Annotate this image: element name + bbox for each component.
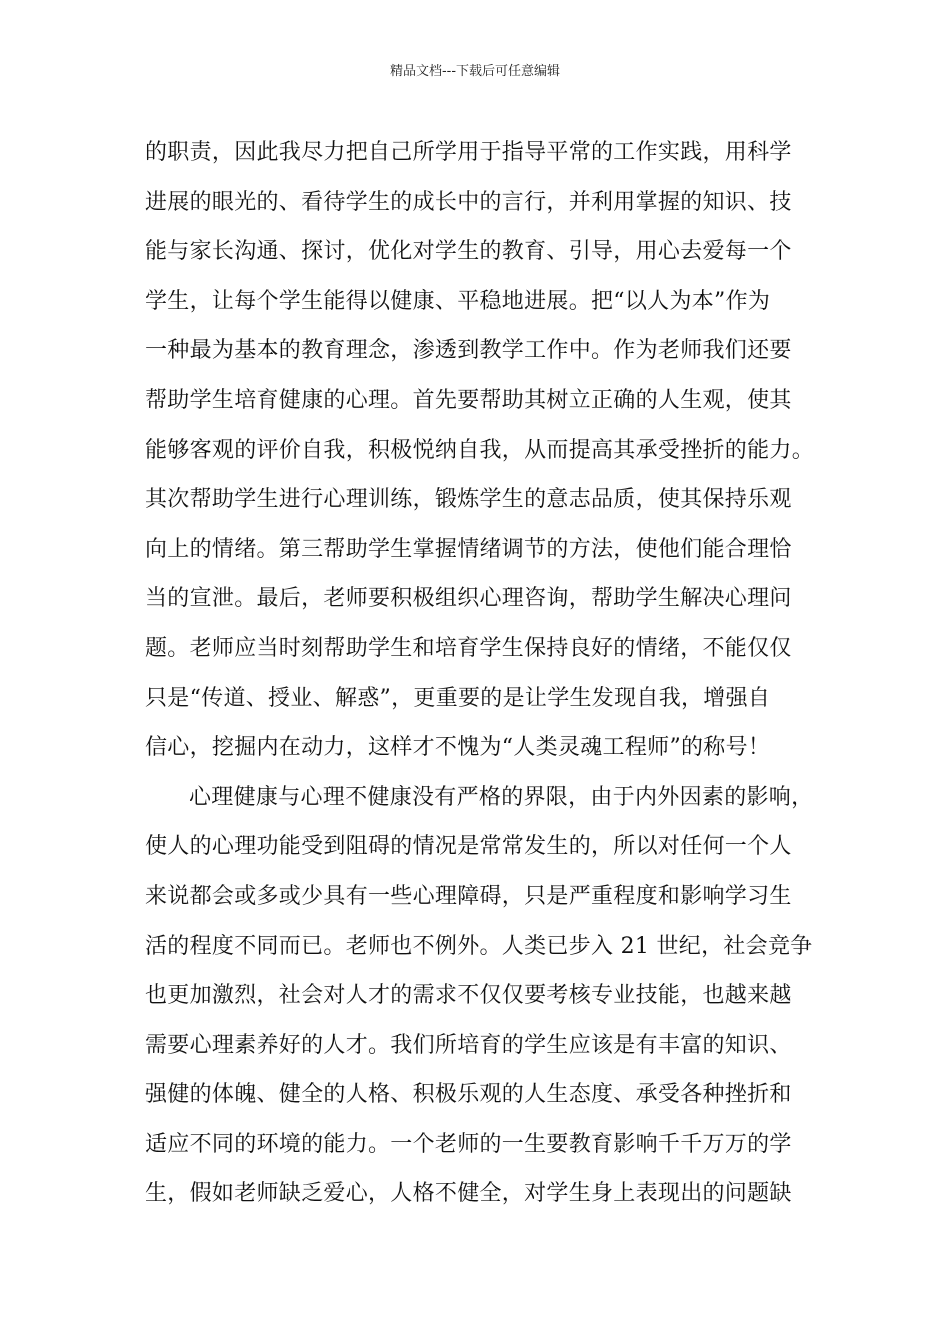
paragraph-line: 进展的眼光的、看待学生的成长中的言行，并利用掌握的知识、技 xyxy=(145,189,792,215)
paragraph-line: 适应不同的环境的能力。一个老师的一生要教育影响千千万万的学 xyxy=(145,1131,792,1157)
paragraph-line: 只是“传道、授业、解惑”，更重要的是让学生发现自我，增强自 xyxy=(145,685,771,711)
paragraph-line: 使人的心理功能受到阻碍的情况是常常发生的，所以对任何一个人 xyxy=(145,834,792,860)
paragraph-line: 其次帮助学生进行心理训练，锻炼学生的意志品质，使其保持乐观 xyxy=(145,487,792,513)
paragraph-line: 向上的情绪。第三帮助学生掌握情绪调节的方法，使他们能合理恰 xyxy=(145,536,792,562)
paragraph-line: 当的宣泄。最后，老师要积极组织心理咨询，帮助学生解决心理问 xyxy=(145,586,792,612)
paragraph-line: 能与家长沟通、探讨，优化对学生的教育、引导，用心去爱每一个 xyxy=(145,239,792,265)
paragraph-line: 能够客观的评价自我，积极悦纳自我，从而提高其承受挫折的能力。 xyxy=(145,437,815,463)
page-header: 精品文档---下载后可任意编辑 xyxy=(389,64,561,79)
paragraph-line: 心理健康与心理不健康没有严格的界限，由于内外因素的影响， xyxy=(189,784,814,810)
paragraph-line: 也更加激烈，社会对人才的需求不仅仅要考核专业技能，也越来越 xyxy=(145,983,792,1009)
paragraph-line: 一种最为基本的教育理念，渗透到教学工作中。作为老师我们还要 xyxy=(145,338,792,364)
paragraph-line: 需要心理素养好的人才。我们所培育的学生应该是有丰富的知识、 xyxy=(145,1032,792,1058)
paragraph-line: 帮助学生培育健康的心理。首先要帮助其树立正确的人生观，使其 xyxy=(145,387,792,413)
paragraph-line: 信心，挖掘内在动力，这样才不愧为“人类灵魂工程师”的称号！ xyxy=(145,735,771,761)
paragraph-line: 学生，让每个学生能得以健康、平稳地进展。把“以人为本”作为 xyxy=(145,288,771,314)
paragraph-line: 题。老师应当时刻帮助学生和培育学生保持良好的情绪，不能仅仅 xyxy=(145,635,792,661)
paragraph-line: 活的程度不同而已。老师也不例外。人类已步入 21 世纪，社会竞争 xyxy=(145,933,813,959)
paragraph-line: 生，假如老师缺乏爱心，人格不健全，对学生身上表现出的问题缺 xyxy=(145,1181,792,1207)
paragraph-line: 来说都会或多或少具有一些心理障碍，只是严重程度和影响学习生 xyxy=(145,883,792,909)
body-text xyxy=(145,128,825,1219)
paragraph-line: 强健的体魄、健全的人格、积极乐观的人生态度、承受各种挫折和 xyxy=(145,1082,792,1108)
paragraph-line: 的职责，因此我尽力把自己所学用于指导平常的工作实践，用科学 xyxy=(145,140,792,165)
